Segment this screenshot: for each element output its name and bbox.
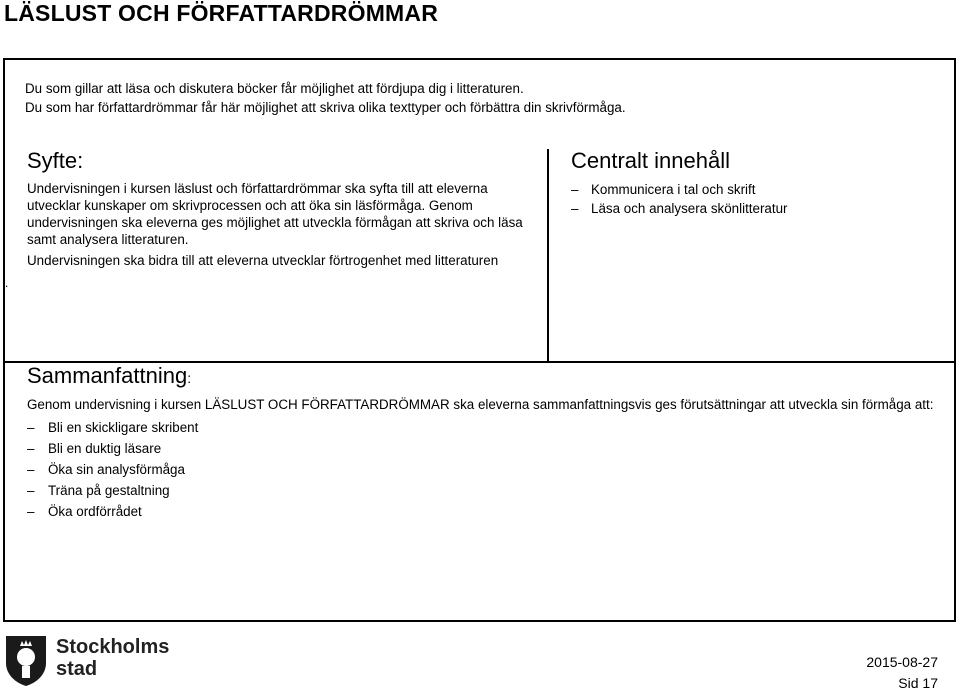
list-item: – Kommunicera i tal och skrift	[571, 180, 941, 199]
logo-line-1: Stockholms	[56, 636, 170, 658]
syfte-heading: Syfte:	[27, 148, 84, 173]
intro-line-1: Du som gillar att läsa och diskutera böcker får möjlighet att fördjupa dig i litteraturen.	[25, 81, 524, 96]
centralt-innehall-section	[571, 148, 941, 218]
summary-intro: Genom undervisning i kursen LÄSLUST OCH FÖRFATTARDRÖMMAR ska eleverna sammanfattningsvis ges förutsättningar att utveckla sin förmåga att:	[27, 397, 934, 412]
list-item: – Bli en skickligare skribent	[27, 417, 947, 438]
syfte-paragraph: Undervisningen i kursen läslust och författardrömmar ska syfta till att eleverna utvecklar kunskaper om skrivprocessen och att öka sin läsförmåga. Genom undervisningen ska eleverna ges möjlighet att utveckla förmågan att skriva och läsa samt analysera litteraturen.	[27, 181, 523, 247]
footer-page-number: Sid 17	[898, 675, 938, 691]
footer	[866, 652, 938, 694]
footer-date: 2015-08-27	[866, 654, 938, 670]
centralt-list	[571, 180, 941, 218]
centralt-heading: Centralt innehåll	[571, 148, 730, 173]
section-divider-vertical	[547, 149, 549, 361]
intro-line-2: Du som har författardrömmar får här möjlighet att skriva olika texttyper och förbättra din skrivförmåga.	[25, 100, 626, 115]
intro-text	[25, 79, 626, 117]
list-item: – Läsa och analysera skönlitteratur	[571, 199, 941, 218]
summary-heading	[27, 363, 947, 391]
logo-line-2: stad	[56, 658, 98, 680]
list-item: – Träna på gestaltning	[27, 480, 947, 501]
list-item: – Bli en duktig läsare	[27, 438, 947, 459]
syfte-paragraph-2: Undervisningen ska bidra till att eleverna utvecklar förtrogenhet med litteraturen	[27, 253, 499, 268]
stockholm-stad-logo	[3, 633, 173, 687]
stray-mark: .	[5, 276, 9, 290]
syfte-section	[27, 148, 542, 269]
content-frame	[3, 58, 956, 622]
sammanfattning-section	[27, 363, 947, 522]
summary-list	[27, 417, 947, 522]
summary-heading-colon: :	[187, 370, 192, 386]
list-item: – Öka sin analysförmåga	[27, 459, 947, 480]
logo-wordmark	[56, 636, 169, 680]
page-title: LÄSLUST OCH FÖRFATTARDRÖMMAR	[4, 0, 439, 26]
stockholm-crest-icon	[3, 633, 49, 687]
list-item: – Öka ordförrådet	[27, 501, 947, 522]
summary-heading-text: Sammanfattning	[27, 363, 188, 388]
